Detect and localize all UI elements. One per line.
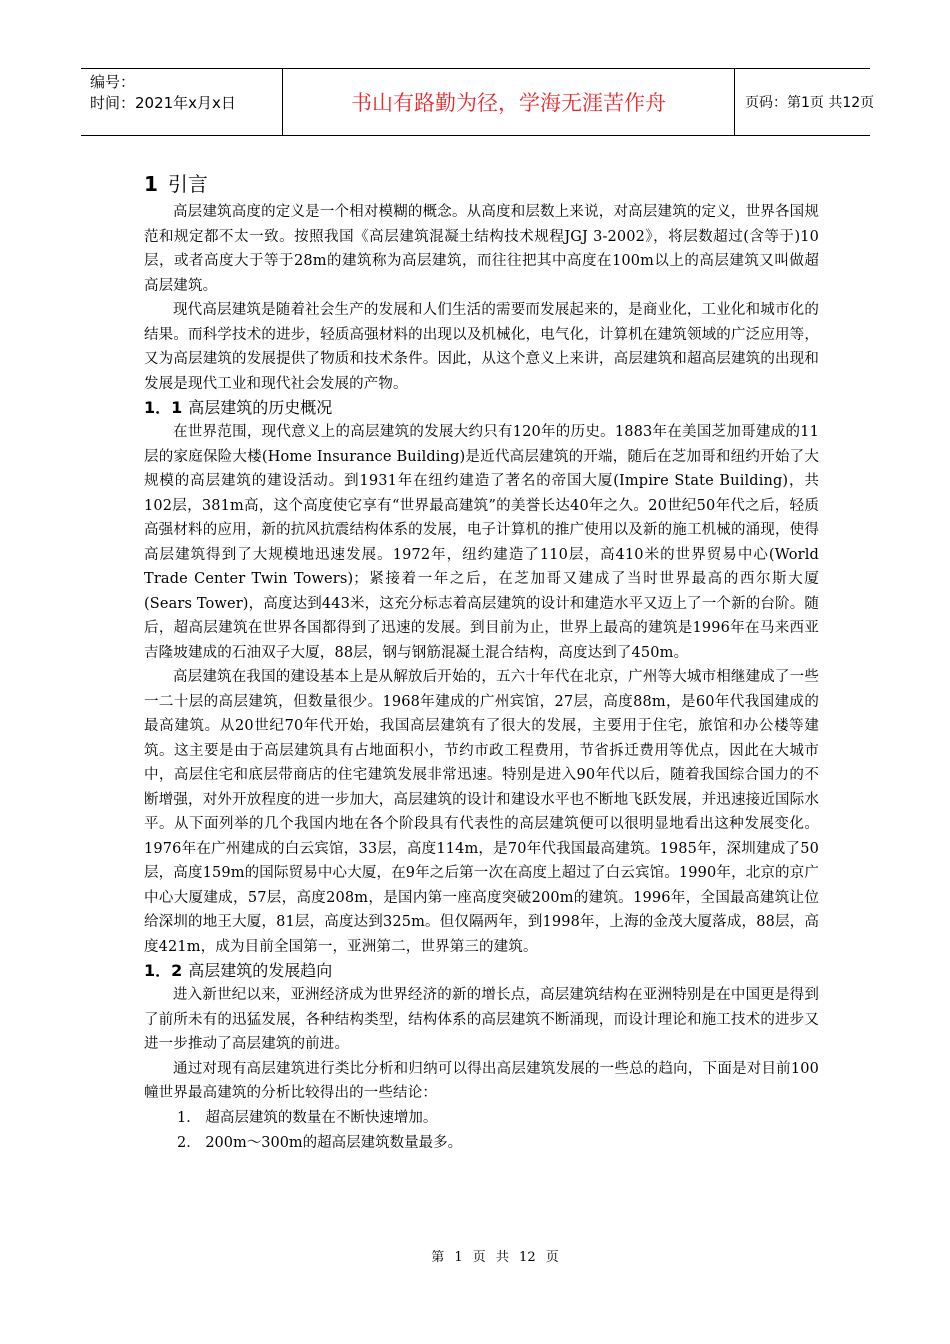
header-page-label: 页码：第1页 共12页 <box>745 95 875 111</box>
subsection-number: 1．1 <box>144 398 183 417</box>
paragraph: 在世界范围，现代意义上的高层建筑的发展大约只有120年的历史。1883年在美国芝加哥建成的11层的家庭保险大楼(Home Insurance Building)是近代高层建筑的开端，随后在芝加哥和纽约开始了大规模的高层建筑的建设活动。到1931年在纽约建造了著名的帝国大厦(Impire State Building)，共102层，381m高，这个高度使它享有“世界最高建筑”的美誉长达40年之久。20世纪50年代之后，轻质高强材料的应用，新的抗风抗震结构体系的发展，电子计算机的推广使用以及新的施工机械的涌现，使得高层建筑得到了大规模地迅速发展。1972年，纽约建造了110层，高410米的世界贸易中心(World Trade Center Twin Towers)；紧接着一年之后，在芝加哥又建成了当时世界最高的西尔斯大厦(Sears Tower)，高度达到443米，这充分标志着高层建筑的设计和建造水平又迈上了一个新的台阶。随后，超高层建筑在世界各国都得到了迅速的发展。到目前为止，世界上最高的建筑是1996年在马来西亚吉隆坡建成的石油双子大厦，88层，钢与钢筋混凝土混合结构，高度达到了450m。 <box>144 424 819 661</box>
time-label: 时间：2021年x月x日 <box>90 94 236 112</box>
page-footer: 第 1 页 共 12 页 <box>431 1250 559 1265</box>
header-motto: 书山有路勤为径，学海无涯苦作舟 <box>282 69 735 135</box>
subsection-title: 高层建筑的发展趋向 <box>188 961 333 980</box>
paragraph: 进入新世纪以来，亚洲经济成为世界经济的新的增长点，高层建筑结构在亚洲特别是在中国更是得到了前所未有的迅猛发展，各种结构类型，结构体系的高层建筑不断涌现，而设计理论和施工技术的进步又进一步推动了高层建筑的前进。 <box>144 987 819 1052</box>
section-number: 1 <box>144 172 158 196</box>
paragraph: 高层建筑高度的定义是一个相对模糊的概念。从高度和层数上来说，对高层建筑的定义，世界各国规范和规定都不太一致。按照我国《高层建筑混凝土结构技术规程JGJ 3-2002》，将层数超过(含等于)10层，或者高度大于等于28m的建筑称为高层建筑，而往往把其中高度在100m以上的高层建筑又叫做超高层建筑。 <box>144 204 819 294</box>
document-header <box>81 68 875 136</box>
list-item: 2． 200m～300m的超高层建筑数量最多。 <box>177 1134 463 1151</box>
document-body <box>144 168 819 1156</box>
paragraph: 高层建筑在我国的建设基本上是从解放后开始的，五六十年代在北京，广州等大城市相继建成了一些一二十层的高层建筑，但数量很少。1968年建成的广州宾馆，27层，高度88m，是60年代我国建成的最高建筑。从20世纪70年代开始，我国高层建筑有了很大的发展，主要用于住宅，旅馆和办公楼等建筑。这主要是由于高层建筑具有占地面积小，节约市政工程费用，节省拆迁费用等优点，因此在大城市中，高层住宅和底层带商店的住宅建筑发展非常迅速。特别是进入90年代以后，随着我国综合国力的不断增强，对外开放程度的进一步加大，高层建筑的设计和建设水平也不断地飞跃发展，并迅速接近国际水平。从下面列举的几个我国内地在各个阶段具有代表性的高层建筑便可以很明显地看出这种发展变化。1976年在广州建成的白云宾馆，33层，高度114m，是70年代我国最高建筑。1985年，深圳建成了50层，高度159m的国际贸易中心大厦，在9年之后第一次在高度上超过了白云宾馆。1990年，北京的京广中心大厦建成，57层，高度208m，是国内第一座高度突破200m的建筑。1996年，全国最高建筑让位给深圳的地王大厦，81层，高度达到325m。但仅隔两年，到1998年，上海的金茂大厦落成，88层，高度421m，成为目前全国第一，亚洲第二，世界第三的建筑。 <box>144 669 819 955</box>
section-title: 引言 <box>167 172 208 196</box>
subsection-number: 1．2 <box>144 961 183 980</box>
paragraph: 现代高层建筑是随着社会生产的发展和人们生活的需要而发展起来的，是商业化，工业化和城市化的结果。而科学技术的进步，轻质高强材料的出现以及机械化，电气化，计算机在建筑领域的广泛应用等，又为高层建筑的发展提供了物质和技术条件。因此，从这个意义上来讲，高层建筑和超高层建筑的出现和发展是现代工业和现代社会发展的产物。 <box>144 302 819 392</box>
subsection-heading <box>144 959 819 983</box>
list-item: 1． 超高层建筑的数量在不断快速增加。 <box>177 1109 438 1126</box>
subsection-title: 高层建筑的历史概况 <box>188 398 333 417</box>
paragraph: 通过对现有高层建筑进行类比分析和归纳可以得出高层建筑发展的一些总的趋向，下面是对目前100幢世界最高建筑的分析比较得出的一些结论： <box>144 1060 819 1101</box>
header-info-cell <box>81 69 281 135</box>
subsection-heading <box>144 396 819 420</box>
section-heading <box>144 168 819 200</box>
number-label: 编号： <box>90 73 136 91</box>
